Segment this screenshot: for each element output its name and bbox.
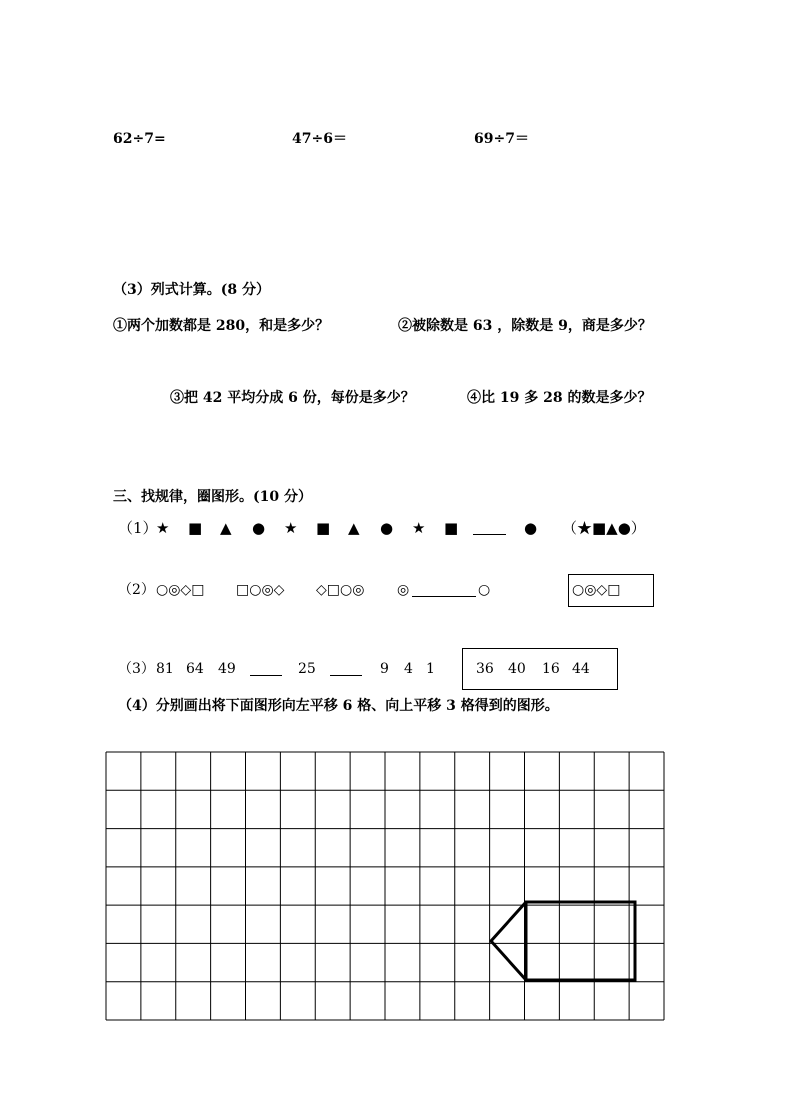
house-rectangle <box>526 902 635 980</box>
division-problem-3: 69÷7＝ <box>474 131 529 147</box>
house-arrow-point <box>491 902 526 980</box>
pattern-2-group-3: ◇□○◎ <box>316 582 365 598</box>
pattern-1-options: （★■▲●） <box>562 519 646 537</box>
question-3: ③把 42 平均分成 6 份，每份是多少？ <box>170 390 415 406</box>
pattern-2-label: （2） <box>118 582 155 598</box>
star-icon: ★ <box>412 519 426 537</box>
number: 81 <box>156 661 174 677</box>
pattern-2-group-2: □○◎◇ <box>236 582 285 598</box>
house-shape <box>491 902 635 980</box>
pattern-2-last-end: ○ <box>478 582 491 598</box>
part3-title: 三、找规律，圈图形。(10 分） <box>113 489 312 505</box>
number: 25 <box>298 661 316 677</box>
option-number: 36 <box>476 661 494 677</box>
circle-icon: ● <box>524 519 538 537</box>
question-2: ②被除数是 63 ，除数是 9，商是多少？ <box>398 318 652 334</box>
number: 4 <box>404 661 413 677</box>
number: 49 <box>218 661 236 677</box>
pattern-4-instruction: （4）分别画出将下面图形向左平移 6 格、向上平移 3 格得到的图形。 <box>118 698 559 714</box>
circle-icon: ● <box>380 519 394 537</box>
option-number: 40 <box>508 661 526 677</box>
circle-icon: ● <box>252 519 266 537</box>
square-icon: ■ <box>316 519 331 537</box>
number: 64 <box>186 661 204 677</box>
square-icon: ■ <box>188 519 203 537</box>
number: 1 <box>426 661 435 677</box>
star-icon: ★ <box>156 519 170 537</box>
pattern-1-label: （1） <box>118 519 158 537</box>
pattern-2-group-1: ○◎◇□ <box>156 582 205 598</box>
triangle-icon: ▲ <box>220 519 232 537</box>
square-icon: ■ <box>444 519 459 537</box>
option-number: 44 <box>572 661 590 677</box>
question-4: ④比 19 多 28 的数是多少？ <box>467 390 652 406</box>
number: 9 <box>380 661 389 677</box>
section3-title: （3）列式计算。(8 分） <box>113 282 270 298</box>
pattern-2-options: ○◎◇□ <box>572 582 621 598</box>
star-icon: ★ <box>284 519 298 537</box>
pattern-3-label: （3） <box>118 661 155 677</box>
question-1: ①两个加数都是 280，和是多少？ <box>113 318 330 334</box>
option-number: 16 <box>542 661 560 677</box>
division-problem-1: 62÷7= <box>113 131 166 147</box>
triangle-icon: ▲ <box>348 519 360 537</box>
pattern-2-last-start: ◎ <box>397 582 410 598</box>
division-problem-2: 47÷6＝ <box>292 131 347 147</box>
